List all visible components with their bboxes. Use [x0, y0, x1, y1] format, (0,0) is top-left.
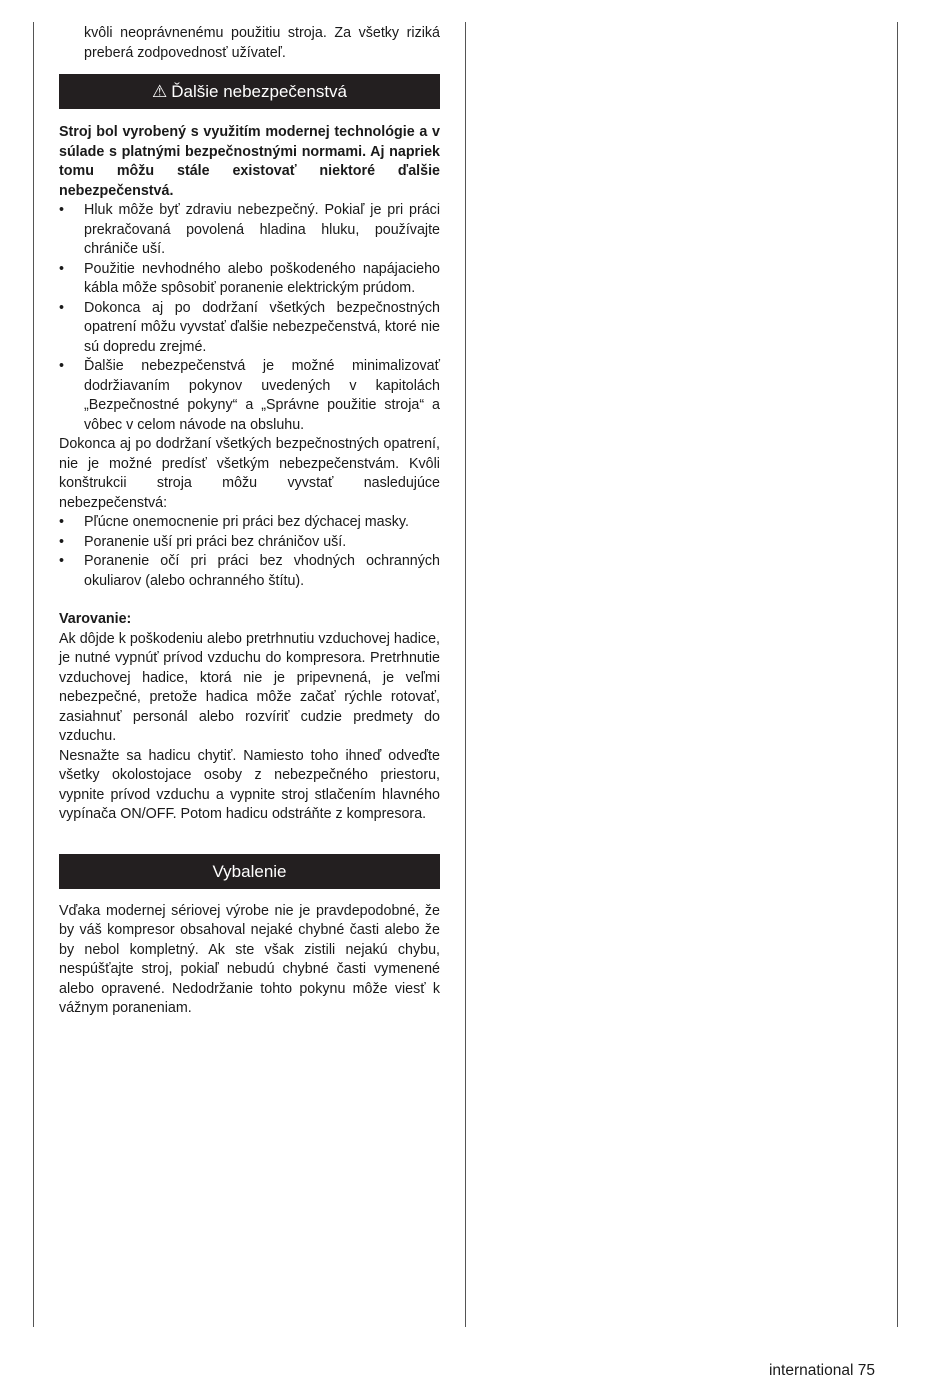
- list-item: • Ďalšie nebezpečenstvá je možné minimalizovať dodržiavaním pokynov uvedených v kapitolách „Bezpečnostné pokyny“ a „Správne použitie stroja“ a vôbec v celom návode na obsluhu.: [59, 357, 440, 435]
- list-item: • Použitie nevhodného alebo poškodeného napájacieho kábla môže spôsobiť poranenie elektrickým prúdom.: [59, 260, 440, 299]
- list-item: • Poranenie uší pri práci bez chráničov uší.: [59, 533, 440, 553]
- column-rule-right: [897, 22, 898, 1327]
- hazards-intro: Stroj bol vyrobený s využitím modernej technológie a v súlade s platnými bezpečnostnými normami. Aj napriek tomu môžu stále existovať niektoré ďalšie nebezpečenstvá.: [59, 124, 440, 199]
- warning-label: Varovanie:: [59, 611, 132, 627]
- footer-text: international: [768, 1362, 854, 1379]
- hazards-list: [59, 201, 440, 435]
- column-rule-middle: [465, 22, 466, 1327]
- hazards-paragraph: Dokonca aj po dodržaní všetkých bezpečnostných opatrení, nie je možné predísť všetkým nebezpečenstvám. Kvôli konštrukcii stroja môžu vyvstať nasledujúce nebezpečenstvá:: [59, 436, 440, 511]
- section-heading-unpacking: [59, 854, 440, 889]
- warning-triangle-icon: ⚠: [151, 82, 168, 101]
- page-footer: [769, 1362, 875, 1380]
- continuation-text: kvôli neoprávnenému použitiu stroja. Za všetky riziká preberá zodpovednosť užívateľ.: [84, 25, 440, 61]
- warning-paragraph-2: Nesnažte sa hadicu chytiť. Namiesto toho ihneď odveďte všetky okolostojace osoby z nebezpečného priestoru, vypnite prívod vzduchu a vypnite stroj stlačením hlavného vypínača ON/OFF. Potom hadicu odstráňte z kompresora.: [59, 747, 440, 822]
- left-column: [59, 24, 440, 1019]
- list-item: • Dokonca aj po dodržaní všetkých bezpečnostných opatrení môžu vyvstať ďalšie nebezpečenstvá, ktoré nie sú dopredu zrejmé.: [59, 299, 440, 358]
- warning-paragraph-1: Ak dôjde k poškodeniu alebo pretrhnutiu vzduchovej hadice, je nutné vypnúť prívod vzduchu do kompresora. Pretrhnutie vzduchovej hadice, ktorá nie je pripevnená, je veľmi nebezpečné, pretože hadica môže začať rýchle rotovať, zasiahnuť personál alebo rozvíriť cudzie predmety do vzduchu.: [59, 630, 440, 744]
- list-item: • Hluk môže byť zdraviu nebezpečný. Pokiaľ je pri práci prekračovaná povolená hladina hluku, používajte chrániče uší.: [59, 201, 440, 260]
- list-item: • Poranenie očí pri práci bez vhodných ochranných okuliarov (alebo ochranného štítu).: [59, 552, 440, 591]
- section-heading-unpacking-label: Vybalenie: [212, 861, 287, 881]
- section-heading-hazards-label: Ďalšie nebezpečenstvá: [171, 82, 348, 101]
- column-rule-left: [33, 22, 34, 1327]
- section-heading-hazards: [59, 74, 440, 109]
- page-number: 75: [857, 1362, 875, 1379]
- unpacking-paragraph: Vďaka modernej sériovej výrobe nie je pravdepodobné, že by váš kompresor obsahoval nejaké chybné časti alebo že by nebol kompletný. Ak ste však zistili nejakú chybu, nespúšťajte stroj, pokiaľ nebudú chybné časti vymenené alebo opravené. Nedodržanie tohto pokynu môže viesť k vážnym poraneniam.: [59, 902, 440, 1016]
- construction-hazards-list: [59, 513, 440, 591]
- list-item: • Pľúcne onemocnenie pri práci bez dýchacej masky.: [59, 513, 440, 533]
